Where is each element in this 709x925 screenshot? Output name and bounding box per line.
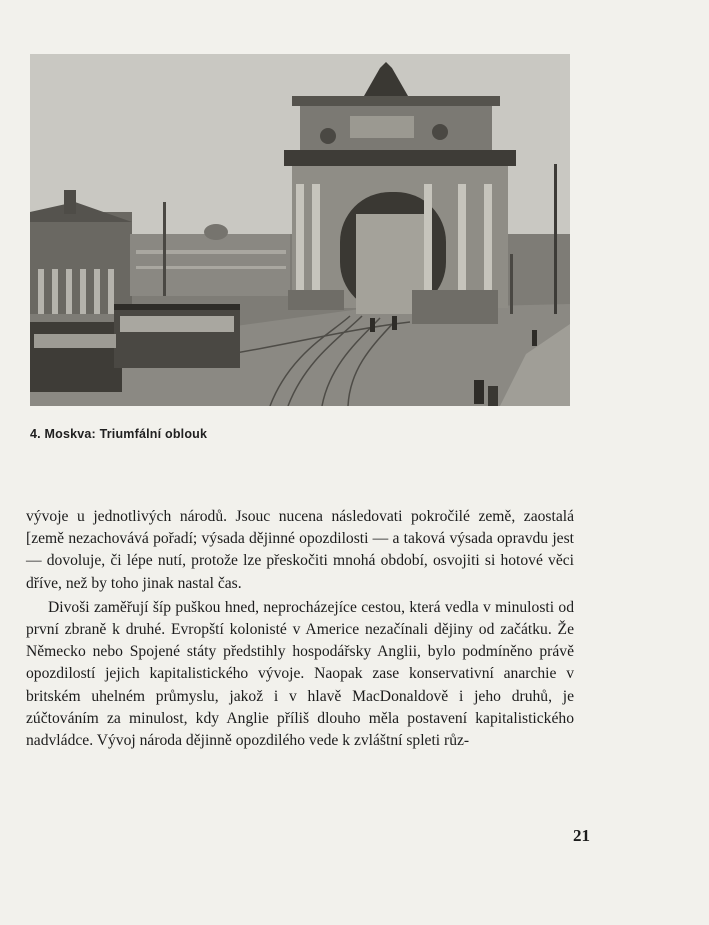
figure-photo	[30, 54, 570, 406]
page-number: 21	[573, 826, 590, 845]
station-buildings	[130, 234, 290, 296]
paragraph: vývoje u jednotlivých národů. Jsouc nucena následovati pokročilé země, zaostalá [země nezachovává pořadí; výsada dějinné opozdilosti — a taková výsada opravdu jest — dovoluje, či lépe nutí, protože lze přeskočiti mnohá období, osvojiti si hotové věci dříve, než by toho jinak nastal čas.	[26, 508, 574, 592]
triumphal-arch	[284, 62, 516, 324]
paragraph: Divoši zaměřují šíp puškou hned, neprocházejíce cestou, která vedla v minulosti od první zbraně k druhé. Evropští kolonisté v Americe nezačínali dějiny od začátku. Že Německo nebo Spojené státy předstihly hospodářsky Anglii, bylo podmíněno právě opozdilostí jejich kapitalistického vývoje. Naopak zase konservativní anarchie v britském uhelném průmyslu, jakož i v hlavě MacDonaldově i jeho druhů, je zúčtováním za minulost, kdy Anglie příliš dlouho měla postavení kapitalistického nadvládce. Vývoj národa dějinně opozdilého vede k zvláštní spleti růz-	[26, 598, 574, 750]
body-text	[26, 506, 574, 752]
figure-caption: 4. Moskva: Triumfální oblouk	[30, 427, 208, 441]
triumphal-arch-photo	[30, 54, 570, 406]
